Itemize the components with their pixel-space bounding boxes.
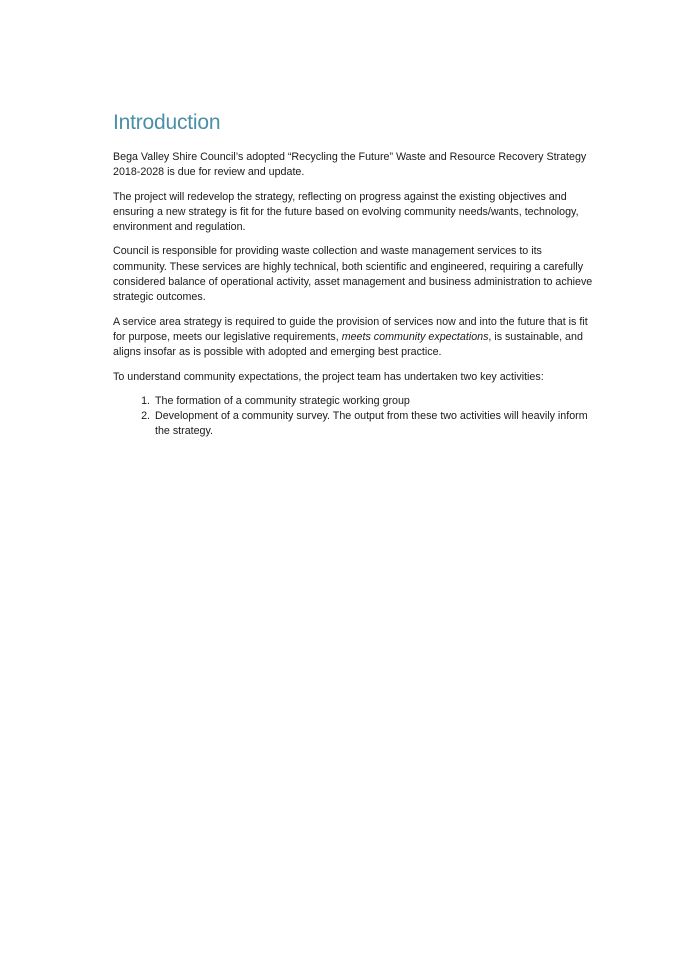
- paragraph-text: A service area strategy is required to guide the provision of services now and into the future that is fit for purpose, meets our legislative requirements,: [113, 315, 588, 343]
- paragraph-project-scope: The project will redevelop the strategy, reflecting on progress against the existing objectives and ensuring a new strategy is fit for the future based on evolving community needs/wants, technology, environment and regulation.: [113, 190, 579, 234]
- paragraph-community-expectations: To understand community expectations, the project team has undertaken two key activities:: [113, 370, 544, 383]
- paragraph-text: , is sustainable, and aligns insofar as is possible with adopted and emerging best practice.: [113, 330, 583, 359]
- paragraph-service-area-strategy: [113, 315, 597, 361]
- emphasis-text: meets community expectations: [341, 330, 489, 343]
- section-heading: Introduction: [113, 111, 221, 134]
- paragraph-council-responsibility: Council is responsible for providing waste collection and waste management services to its community. These services are highly technical, both scientific and engineered, requiring a carefully considered balance of operational activity, asset management and business administration to achieve strategic outcomes.: [113, 245, 593, 304]
- activities-list: [113, 394, 597, 440]
- list-item: 2. Development of a community survey. The output from these two activities will heavily inform the strategy.: [153, 409, 597, 440]
- paragraph-review-notice: Bega Valley Shire Council’s adopted “Recycling the Future” Waste and Resource Recovery Strategy 2018-2028 is due for review and update.: [113, 151, 587, 179]
- list-item: 1. The formation of a community strategic working group: [153, 394, 597, 409]
